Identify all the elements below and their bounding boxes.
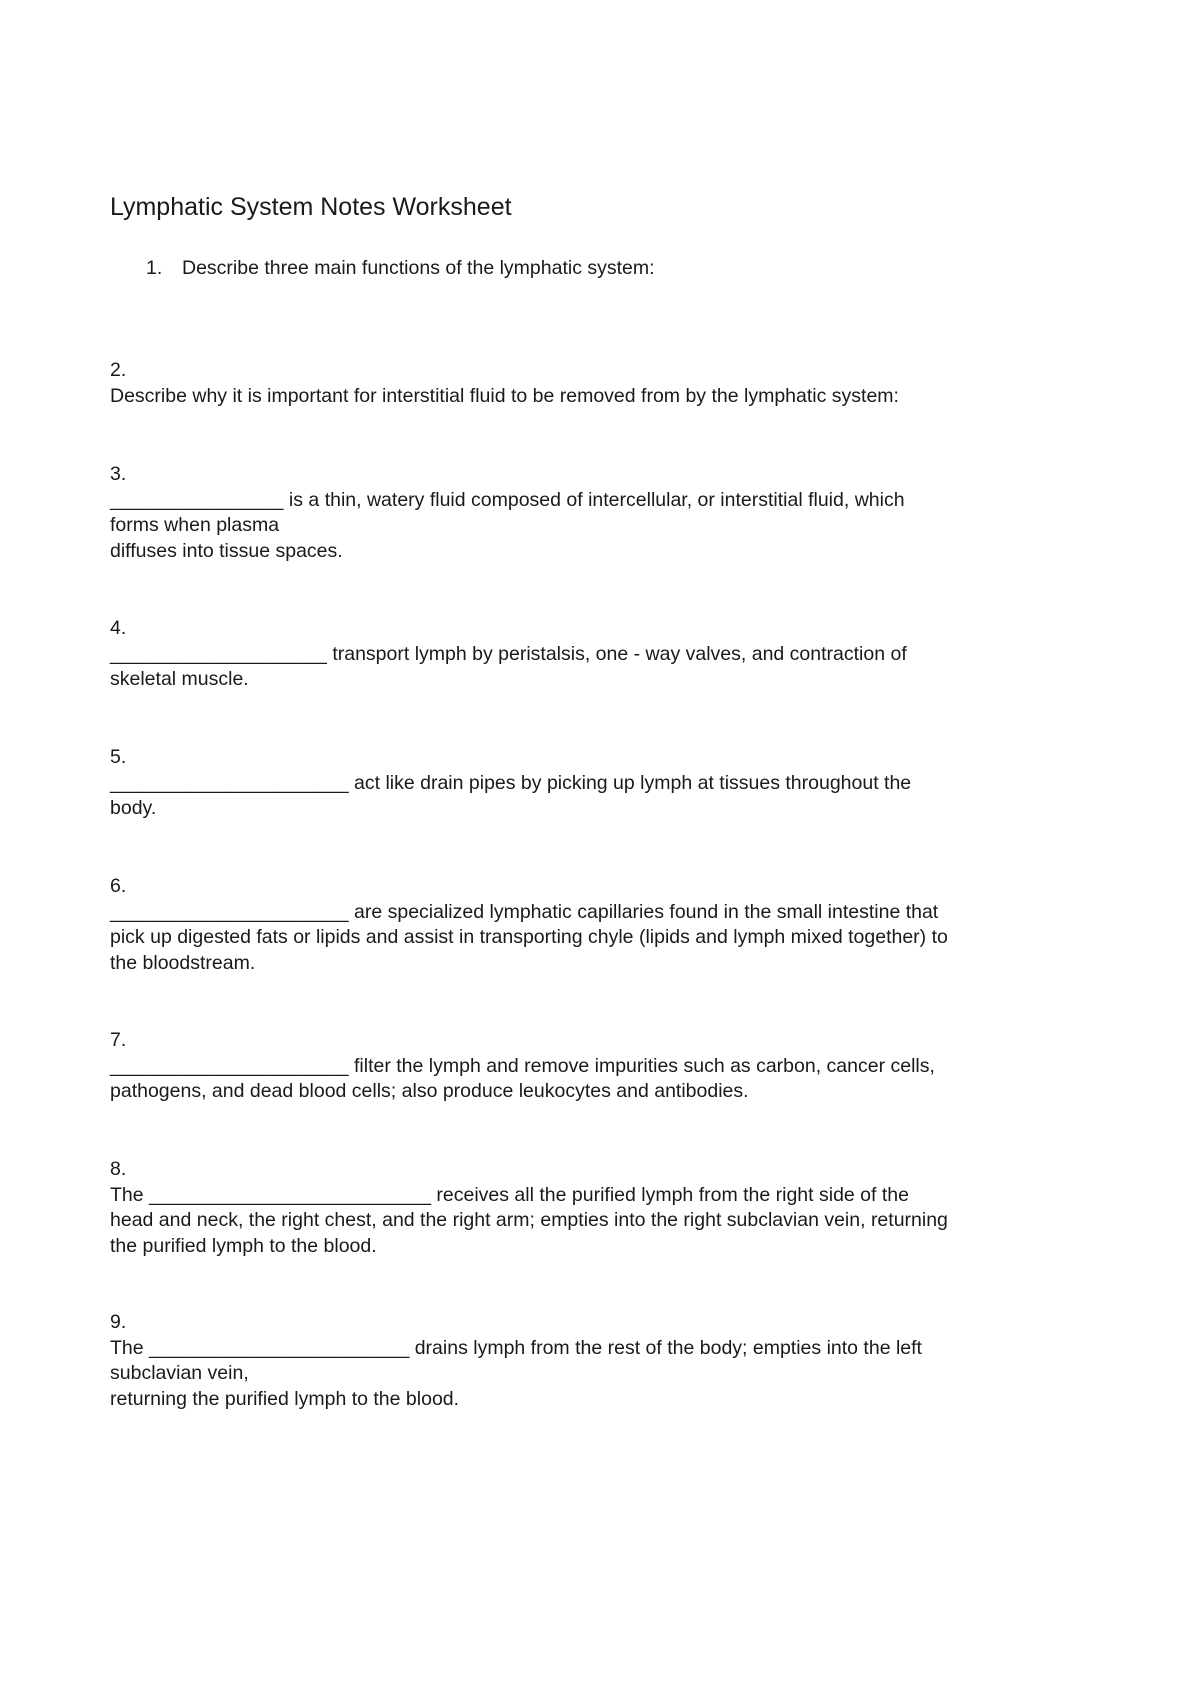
question-4-text-line: ____________________ transport lymph by peristalsis, one - way valves, and contraction of — [110, 642, 907, 665]
question-5-number: 5. — [110, 746, 127, 768]
question-9 — [110, 1310, 1110, 1412]
question-6-text-line: ______________________ are specialized lymphatic capillaries found in the small intestine that — [110, 900, 939, 923]
question-6-number: 6. — [110, 875, 127, 897]
question-7-number: 7. — [110, 1029, 127, 1051]
question-7 — [110, 1028, 1110, 1105]
question-8-text-line: The __________________________ receives all the purified lymph from the right side of the — [110, 1183, 909, 1206]
question-1 — [146, 256, 655, 281]
question-4-text-line: skeletal muscle. — [110, 668, 249, 691]
question-3-text-line: ________________ is a thin, watery fluid composed of intercellular, or interstitial fluid, which — [110, 488, 905, 511]
question-2 — [110, 358, 1110, 409]
question-3-text-line: diffuses into tissue spaces. — [110, 539, 343, 562]
question-3 — [110, 462, 1110, 564]
question-9-text-line: The ________________________ drains lymph from the rest of the body; empties into the left — [110, 1336, 922, 1359]
question-3-text-line: forms when plasma — [110, 514, 280, 537]
question-6-text-line: the bloodstream. — [110, 951, 256, 974]
question-7-text-line: pathogens, and dead blood cells; also produce leukocytes and antibodies. — [110, 1080, 749, 1103]
question-1-text: Describe three main functions of the lymphatic system: — [182, 257, 655, 279]
question-6-text-line: pick up digested fats or lipids and assist in transporting chyle (lipids and lymph mixed together) to — [110, 926, 948, 949]
question-2-text-line: Describe why it is important for interstitial fluid to be removed from by the lymphatic system: — [110, 384, 899, 407]
question-4 — [110, 616, 1110, 693]
worksheet-title: Lymphatic System Notes Worksheet — [110, 193, 512, 221]
question-8 — [110, 1157, 1110, 1259]
question-7-text-line: ______________________ filter the lymph and remove impurities such as carbon, cancer cells, — [110, 1054, 935, 1077]
question-8-number: 8. — [110, 1158, 127, 1180]
question-9-number: 9. — [110, 1311, 127, 1333]
question-5-text-line: body. — [110, 797, 157, 820]
question-2-number: 2. — [110, 359, 127, 381]
question-6 — [110, 874, 1110, 976]
question-5-text-line: ______________________ act like drain pipes by picking up lymph at tissues throughout the — [110, 771, 912, 794]
question-4-number: 4. — [110, 617, 127, 639]
question-5 — [110, 745, 1110, 822]
question-8-text-line: head and neck, the right chest, and the right arm; empties into the right subclavian vein, returning — [110, 1209, 948, 1232]
question-9-text-line: subclavian vein, — [110, 1362, 249, 1385]
question-8-text-line: the purified lymph to the blood. — [110, 1234, 377, 1257]
question-3-number: 3. — [110, 463, 127, 485]
question-9-text-line: returning the purified lymph to the blood. — [110, 1387, 460, 1410]
question-1-number: 1. — [146, 257, 163, 279]
